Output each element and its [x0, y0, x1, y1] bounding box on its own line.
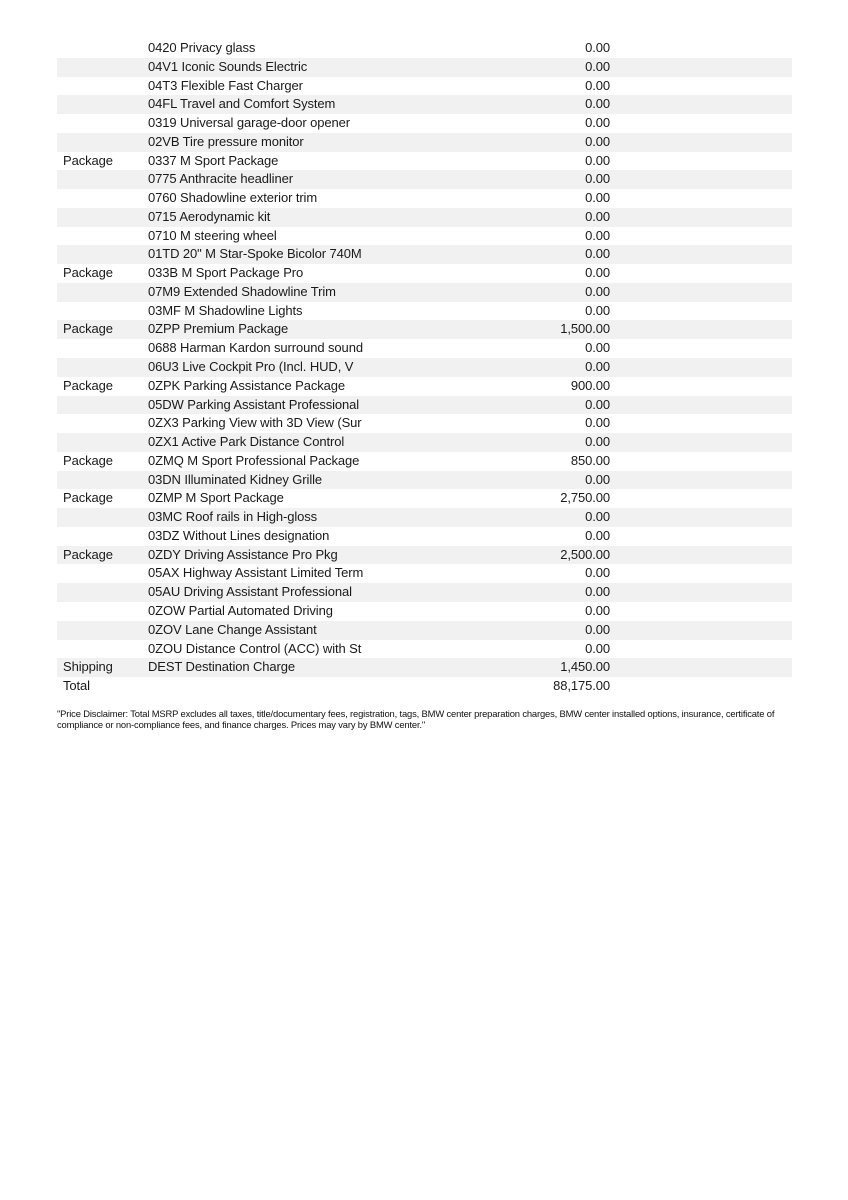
option-code-and-name: 0ZPP Premium Package — [148, 321, 289, 337]
option-price: 0.00 — [585, 509, 610, 525]
option-price: 0.00 — [585, 640, 610, 656]
table-row — [57, 602, 792, 621]
table-row — [57, 508, 792, 527]
row-type-label: Package — [63, 546, 113, 562]
option-price: 0.00 — [585, 602, 610, 618]
table-row — [57, 452, 792, 471]
option-code-and-name: 06U3 Live Cockpit Pro (Incl. HUD, V — [148, 359, 354, 375]
row-type-label: Package — [63, 321, 113, 337]
option-code-and-name: 0ZMP M Sport Package — [148, 490, 284, 506]
option-price: 0.00 — [585, 115, 610, 131]
table-row — [57, 489, 792, 508]
table-row — [57, 114, 792, 133]
option-price: 0.00 — [585, 340, 610, 356]
option-price: 2,750.00 — [560, 490, 610, 506]
table-row — [57, 227, 792, 246]
option-price: 0.00 — [585, 359, 610, 375]
table-row — [57, 527, 792, 546]
option-price: 88,175.00 — [553, 678, 610, 694]
option-price: 2,500.00 — [560, 546, 610, 562]
option-code-and-name: 0337 M Sport Package — [148, 152, 279, 168]
option-price: 900.00 — [570, 377, 610, 393]
option-price: 0.00 — [585, 96, 610, 112]
table-row — [57, 39, 792, 58]
option-price: 850.00 — [570, 452, 610, 468]
option-code-and-name: 0ZOU Distance Control (ACC) with St — [148, 640, 362, 656]
table-row — [57, 583, 792, 602]
option-code-and-name: 04V1 Iconic Sounds Electric — [148, 58, 308, 74]
option-price: 0.00 — [585, 190, 610, 206]
table-row — [57, 264, 792, 283]
table-row — [57, 339, 792, 358]
table-row — [57, 433, 792, 452]
option-code-and-name: 033B M Sport Package Pro — [148, 265, 304, 281]
table-row — [57, 245, 792, 264]
table-row — [57, 377, 792, 396]
option-price: 0.00 — [585, 527, 610, 543]
option-code-and-name: 0ZOV Lane Change Assistant — [148, 621, 317, 637]
option-price: 1,450.00 — [560, 659, 610, 675]
option-price: 0.00 — [585, 415, 610, 431]
option-price: 0.00 — [585, 77, 610, 93]
table-row — [57, 358, 792, 377]
option-code-and-name: 0ZDY Driving Assistance Pro Pkg — [148, 546, 338, 562]
price-disclaimer — [57, 708, 787, 731]
table-row — [57, 95, 792, 114]
option-code-and-name: 01TD 20" M Star-Spoke Bicolor 740M — [148, 246, 362, 262]
option-price: 0.00 — [585, 396, 610, 412]
table-row — [57, 152, 792, 171]
table-row — [57, 283, 792, 302]
option-code-and-name: 0420 Privacy glass — [148, 40, 256, 55]
option-price: 0.00 — [585, 208, 610, 224]
table-row — [57, 396, 792, 415]
option-code-and-name: 03MC Roof rails in High-gloss — [148, 509, 318, 525]
option-price: 0.00 — [585, 246, 610, 262]
option-code-and-name: 05AU Driving Assistant Professional — [148, 584, 352, 600]
option-code-and-name: 07M9 Extended Shadowline Trim — [148, 283, 336, 299]
table-row — [57, 170, 792, 189]
row-type-label: Package — [63, 490, 113, 506]
table-row — [57, 621, 792, 640]
row-type-label: Package — [63, 265, 113, 281]
option-price: 0.00 — [585, 302, 610, 318]
table-row — [57, 189, 792, 208]
table-row — [57, 77, 792, 96]
option-code-and-name: 04T3 Flexible Fast Charger — [148, 77, 303, 93]
option-code-and-name: 0ZX3 Parking View with 3D View (Sur — [148, 415, 362, 431]
option-code-and-name: 0ZOW Partial Automated Driving — [148, 602, 333, 618]
option-code-and-name: 0715 Aerodynamic kit — [148, 208, 271, 224]
table-row — [57, 658, 792, 677]
row-type-label: Total — [63, 678, 90, 694]
option-code-and-name: 0ZX1 Active Park Distance Control — [148, 434, 345, 450]
option-code-and-name: 03DN Illuminated Kidney Grille — [148, 471, 323, 487]
option-code-and-name: 03MF M Shadowline Lights — [148, 302, 303, 318]
disclaimer-line-1: "Price Disclaimer: Total MSRP excludes all taxes, title/documentary fees, registration, tags, BMW center preparation charges, BMW center installed options, insurance, certificate of — [57, 708, 775, 719]
option-code-and-name: 0775 Anthracite headliner — [148, 171, 293, 187]
option-code-and-name: 0688 Harman Kardon surround sound — [148, 340, 363, 356]
row-type-label: Package — [63, 452, 113, 468]
option-code-and-name: 0319 Universal garage-door opener — [148, 115, 350, 131]
option-code-and-name: 0ZMQ M Sport Professional Package — [148, 452, 360, 468]
option-price: 0.00 — [585, 434, 610, 450]
option-price: 0.00 — [585, 621, 610, 637]
table-row — [57, 471, 792, 490]
row-type-label: Shipping — [63, 659, 113, 675]
option-code-and-name: 0710 M steering wheel — [148, 227, 277, 243]
option-price: 0.00 — [585, 584, 610, 600]
row-type-label: Package — [63, 152, 113, 168]
disclaimer-line-2: compliance or non-compliance fees, and finance charges. Prices may vary by BMW center." — [57, 719, 426, 731]
option-price: 0.00 — [585, 171, 610, 187]
row-type-label: Package — [63, 377, 113, 393]
table-row — [57, 414, 792, 433]
option-code-and-name: 0ZPK Parking Assistance Package — [148, 377, 346, 393]
table-row — [57, 320, 792, 339]
option-code-and-name: DEST Destination Charge — [148, 659, 296, 675]
option-price: 0.00 — [585, 471, 610, 487]
option-code-and-name: 05DW Parking Assistant Professional — [148, 396, 360, 412]
option-price: 0.00 — [585, 227, 610, 243]
option-price: 0.00 — [585, 133, 610, 149]
table-row — [57, 302, 792, 321]
table-row — [57, 640, 792, 659]
option-price: 0.00 — [585, 40, 610, 55]
option-price: 0.00 — [585, 283, 610, 299]
option-code-and-name: 0760 Shadowline exterior trim — [148, 190, 318, 206]
option-code-and-name: 02VB Tire pressure monitor — [148, 133, 304, 149]
table-row — [57, 208, 792, 227]
option-price: 0.00 — [585, 58, 610, 74]
vehicle-options-price-table — [57, 39, 792, 696]
option-price: 0.00 — [585, 565, 610, 581]
option-price: 0.00 — [585, 152, 610, 168]
option-price: 0.00 — [585, 265, 610, 281]
table-row — [57, 133, 792, 152]
table-row — [57, 564, 792, 583]
option-code-and-name: 03DZ Without Lines designation — [148, 527, 330, 543]
table-row — [57, 546, 792, 565]
table-row — [57, 58, 792, 77]
option-code-and-name: 04FL Travel and Comfort System — [148, 96, 336, 112]
table-row — [57, 677, 792, 696]
option-price: 1,500.00 — [560, 321, 610, 337]
option-code-and-name: 05AX Highway Assistant Limited Term — [148, 565, 364, 581]
